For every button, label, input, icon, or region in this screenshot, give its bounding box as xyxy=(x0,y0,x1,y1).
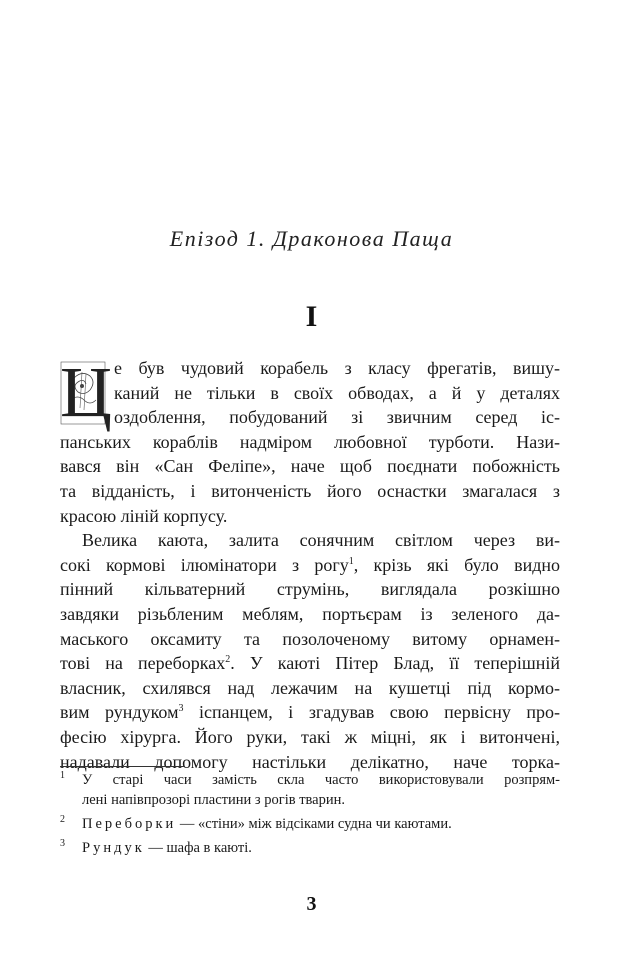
footnote-ref-1: 1 xyxy=(348,555,354,567)
footnote-body xyxy=(82,838,560,858)
paragraph-1-dropcap-lines xyxy=(60,356,560,430)
footnote-text: — шафа в каюті. xyxy=(144,840,252,856)
footnote-text: У старі часи замість скла часто використовували розпрям- xyxy=(82,772,560,788)
footnote-ref-2: 2 xyxy=(225,654,231,666)
footnote-body xyxy=(82,814,560,834)
footnote-number: 3 xyxy=(60,838,65,849)
text-run: , крізь які було видно xyxy=(353,554,560,575)
footnote-text: лені напівпрозорі пластини з рогів тварин. xyxy=(82,792,346,808)
paragraph-2-line xyxy=(60,553,560,578)
footnote-ref-3: 3 xyxy=(178,703,184,715)
drop-cap-letter: Ц xyxy=(60,352,112,432)
text-run: вим рундуком xyxy=(60,702,179,723)
text-run: тові на переборках xyxy=(60,653,226,674)
footnote-3 xyxy=(60,838,560,858)
paragraph-1-line: оздоблення, побудований зі звичним серед іс- xyxy=(114,407,560,428)
paragraph-1-line: та відданість, і витонченість його оснастки змагалася з xyxy=(60,480,560,501)
paragraph-2-line xyxy=(60,651,560,676)
text-run: іспанцем, і згадував свою первісну про- xyxy=(183,702,560,723)
paragraph-2-line: пінний кільватерний струмінь, виглядала розкішно xyxy=(60,579,560,600)
paragraph-2-line: власник, схилявся над лежачим на кушетці під кормо- xyxy=(60,677,560,698)
paragraph-2-line xyxy=(60,700,560,725)
paragraph-1-line: е був чудовий корабель з класу фрегатів, вишу- xyxy=(114,358,560,378)
paragraph-2-line: Велика каюта, залита сонячним світлом через ви- xyxy=(82,530,560,551)
episode-title: Епізод 1. Драконова Паща xyxy=(169,226,454,251)
footnotes xyxy=(60,770,560,862)
footnote-2 xyxy=(60,814,560,834)
paragraph-1-line: каний не тільки в своїх обводах, а й у деталях xyxy=(114,382,560,403)
page-number: 3 xyxy=(306,893,317,915)
paragraph-1-line: вався він «Сан Феліпе», наче щоб поєднати побожність xyxy=(60,456,560,477)
footnote-text: — «стіни» між відсіками судна чи каютами. xyxy=(176,816,452,832)
text-run: . У каюті Пітер Блад, її теперішній xyxy=(230,653,560,674)
footnote-divider xyxy=(60,766,184,767)
main-text xyxy=(60,356,560,774)
paragraph-1-line: красою ліній корпусу. xyxy=(60,505,228,526)
footnote-number: 2 xyxy=(60,814,65,825)
footnote-term: Рундук xyxy=(82,840,145,856)
chapter-number: I xyxy=(305,300,318,333)
paragraph-1-line: панських кораблів надміром любовної турботи. Нази- xyxy=(60,431,560,452)
paragraph-2-line: завдяки різьбленим меблям, портьєрам із зеленого да- xyxy=(60,603,560,624)
footnote-1 xyxy=(60,770,560,810)
paragraph-2-line: надавали допомогу настільки делікатно, наче торка- xyxy=(60,751,560,772)
footnote-term: Переборки xyxy=(82,816,177,832)
paragraph-2-line: маського оксамиту та позолоченому витому орнамен- xyxy=(60,628,560,649)
text-run: сокі кормові ілюмінатори з рогу xyxy=(60,554,349,575)
paragraph-2-line: фесію хірурга. Його руки, такі ж міцні, як і витончені, xyxy=(60,726,560,747)
footnote-number: 1 xyxy=(60,770,65,781)
